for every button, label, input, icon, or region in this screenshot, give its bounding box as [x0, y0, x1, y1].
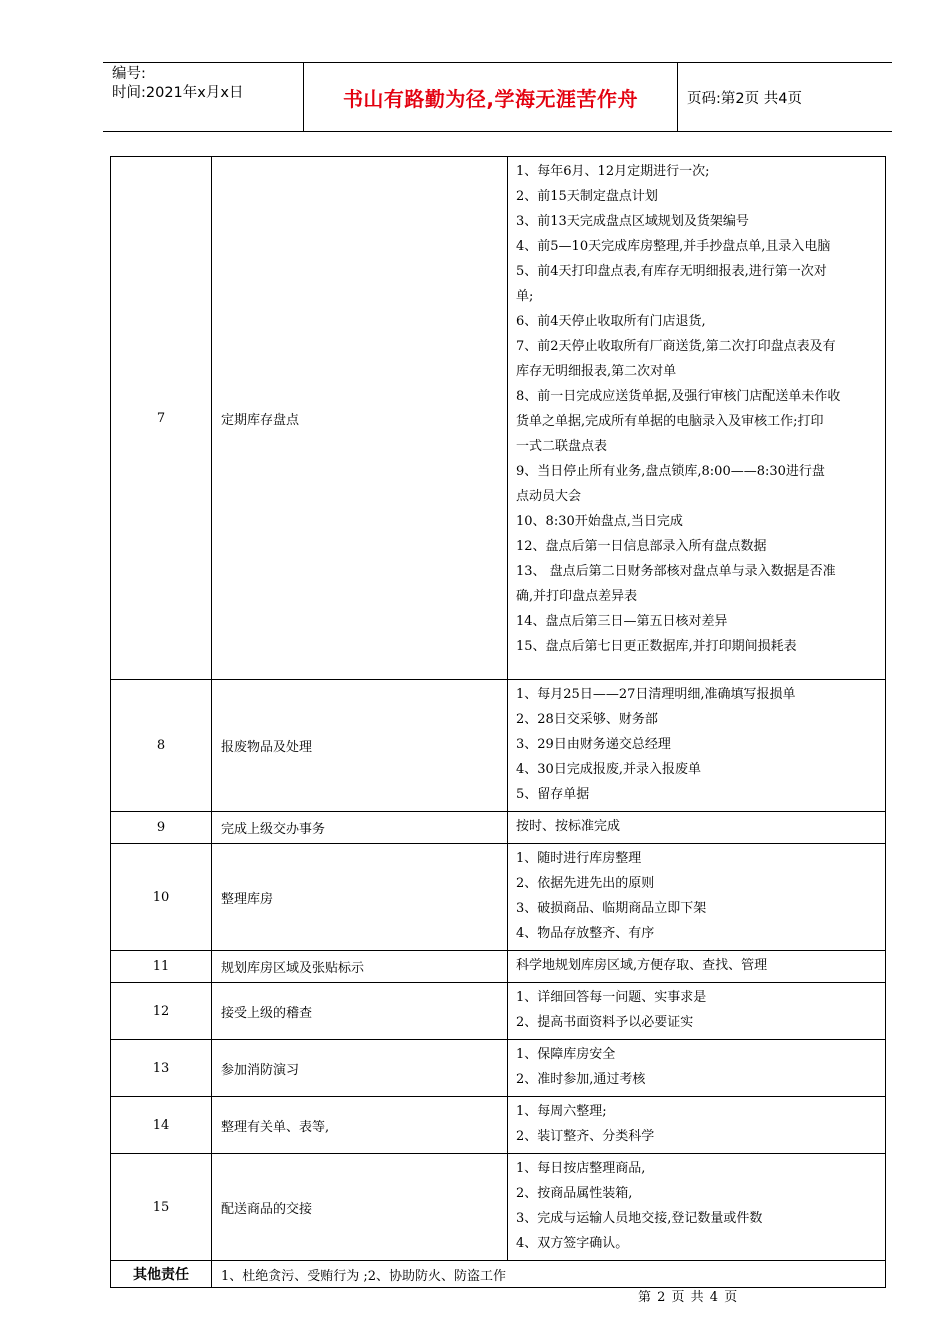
duty-description	[508, 844, 886, 951]
description-line: 13、 盘点后第二日财务部核对盘点单与录入数据是否准	[516, 564, 836, 579]
description-line: 货单之单据,完成所有单据的电脑录入及审核工作;打印	[516, 414, 824, 429]
row-number: 9	[111, 812, 212, 844]
table-row	[111, 983, 886, 1040]
duty-description	[508, 157, 886, 680]
description-line: 1、随时进行库房整理	[516, 851, 642, 866]
page-footer: 第 2 页 共 4 页	[638, 1290, 739, 1305]
description-line: 3、破损商品、临期商品立即下架	[516, 901, 707, 916]
row-number: 14	[111, 1097, 212, 1154]
row-number: 8	[111, 680, 212, 812]
description-line: 一式二联盘点表	[516, 439, 608, 454]
description-line: 2、准时参加,通过考核	[516, 1072, 646, 1087]
description-line: 1、每周六整理;	[516, 1104, 607, 1119]
duty-description	[508, 983, 886, 1040]
row-number: 11	[111, 951, 212, 983]
table-row	[111, 812, 886, 844]
other-responsibility-label: 其他责任	[111, 1261, 212, 1288]
description-line: 2、28日交采够、财务部	[516, 712, 658, 727]
duty-description	[508, 680, 886, 812]
row-number: 7	[111, 157, 212, 680]
description-line: 2、前15天制定盘点计划	[516, 189, 658, 204]
description-line: 6、前4天停止收取所有门店退货,	[516, 314, 706, 329]
description-line: 2、提高书面资料予以必要证实	[516, 1015, 694, 1030]
description-line: 10、8:30开始盘点,当日完成	[516, 514, 683, 529]
description-line: 2、依据先进先出的原则	[516, 876, 655, 891]
description-line: 9、当日停止所有业务,盘点锁库,8:00——8:30进行盘	[516, 464, 825, 479]
description-line: 1、保障库房安全	[516, 1047, 616, 1062]
header-meta	[112, 65, 243, 103]
description-line: 5、前4天打印盘点表,有库存无明细报表,进行第一次对	[516, 264, 827, 279]
duty-item: 参加消防演习	[212, 1040, 508, 1097]
description-line: 12、盘点后第一日信息部录入所有盘点数据	[516, 539, 767, 554]
row-number: 10	[111, 844, 212, 951]
table-row	[111, 1154, 886, 1261]
description-line: 2、装订整齐、分类科学	[516, 1129, 655, 1144]
header-motto: 书山有路勤为径,学海无涯苦作舟	[342, 86, 639, 111]
description-line: 4、30日完成报废,并录入报废单	[516, 762, 701, 777]
duty-item: 整理库房	[212, 844, 508, 951]
table-row	[111, 157, 886, 680]
description-line: 库存无明细报表,第二次对单	[516, 364, 677, 379]
table-row	[111, 844, 886, 951]
document-number-label: 编号:	[112, 66, 146, 82]
duty-table	[110, 156, 886, 1288]
header-page-info: 页码:第2页 共4页	[687, 90, 802, 107]
document-time-label: 时间:2021年x月x日	[112, 85, 244, 101]
description-line: 14、盘点后第三日—第五日核对差异	[516, 614, 728, 629]
duty-item: 规划库房区域及张贴标示	[212, 951, 508, 983]
duty-item: 报废物品及处理	[212, 680, 508, 812]
description-line: 3、前13天完成盘点区域规划及货架编号	[516, 214, 749, 229]
duty-item: 配送商品的交接	[212, 1154, 508, 1261]
description-line: 8、前一日完成应送货单据,及强行审核门店配送单未作收	[516, 389, 841, 404]
duty-description	[508, 812, 886, 844]
duty-item: 接受上级的稽查	[212, 983, 508, 1040]
description-line: 2、按商品属性装箱,	[516, 1186, 633, 1201]
duty-description	[508, 1154, 886, 1261]
duty-item: 整理有关单、表等,	[212, 1097, 508, 1154]
row-number: 13	[111, 1040, 212, 1097]
duty-description	[508, 951, 886, 983]
description-line: 7、前2天停止收取所有厂商送货,第二次打印盘点表及有	[516, 339, 836, 354]
description-line: 4、物品存放整齐、有序	[516, 926, 655, 941]
description-line: 确,并打印盘点差异表	[516, 589, 638, 604]
row-number: 15	[111, 1154, 212, 1261]
description-line: 按时、按标准完成	[516, 819, 621, 834]
description-line: 1、每年6月、12月定期进行一次;	[516, 164, 710, 179]
duty-item: 完成上级交办事务	[212, 812, 508, 844]
description-line: 15、盘点后第七日更正数据库,并打印期间损耗表	[516, 639, 797, 654]
description-line: 点动员大会	[516, 489, 582, 504]
description-line: 1、详细回答每一问题、实事求是	[516, 990, 707, 1005]
header-divider	[677, 63, 678, 131]
table-row	[111, 1040, 886, 1097]
description-line: 1、每月25日——27日清理明细,准确填写报损单	[516, 687, 796, 702]
description-line: 4、前5—10天完成库房整理,并手抄盘点单,且录入电脑	[516, 239, 831, 254]
description-line: 3、29日由财务递交总经理	[516, 737, 671, 752]
other-responsibility-text: 1、杜绝贪污、受贿行为 ;2、协助防火、防盗工作	[212, 1261, 886, 1288]
description-line: 科学地规划库房区域,方便存取、查找、管理	[516, 958, 768, 973]
description-line: 单;	[516, 289, 534, 304]
description-line: 5、留存单据	[516, 787, 590, 802]
duty-description	[508, 1040, 886, 1097]
description-line: 3、完成与运输人员地交接,登记数量或件数	[516, 1211, 763, 1226]
table-row	[111, 951, 886, 983]
table-row	[111, 1097, 886, 1154]
description-line: 1、每日按店整理商品,	[516, 1161, 646, 1176]
duty-item: 定期库存盘点	[212, 157, 508, 680]
other-responsibility-row	[111, 1261, 886, 1288]
table-row	[111, 680, 886, 812]
row-number: 12	[111, 983, 212, 1040]
page-header	[103, 62, 892, 132]
duty-description	[508, 1097, 886, 1154]
description-line: 4、双方签字确认。	[516, 1236, 629, 1251]
